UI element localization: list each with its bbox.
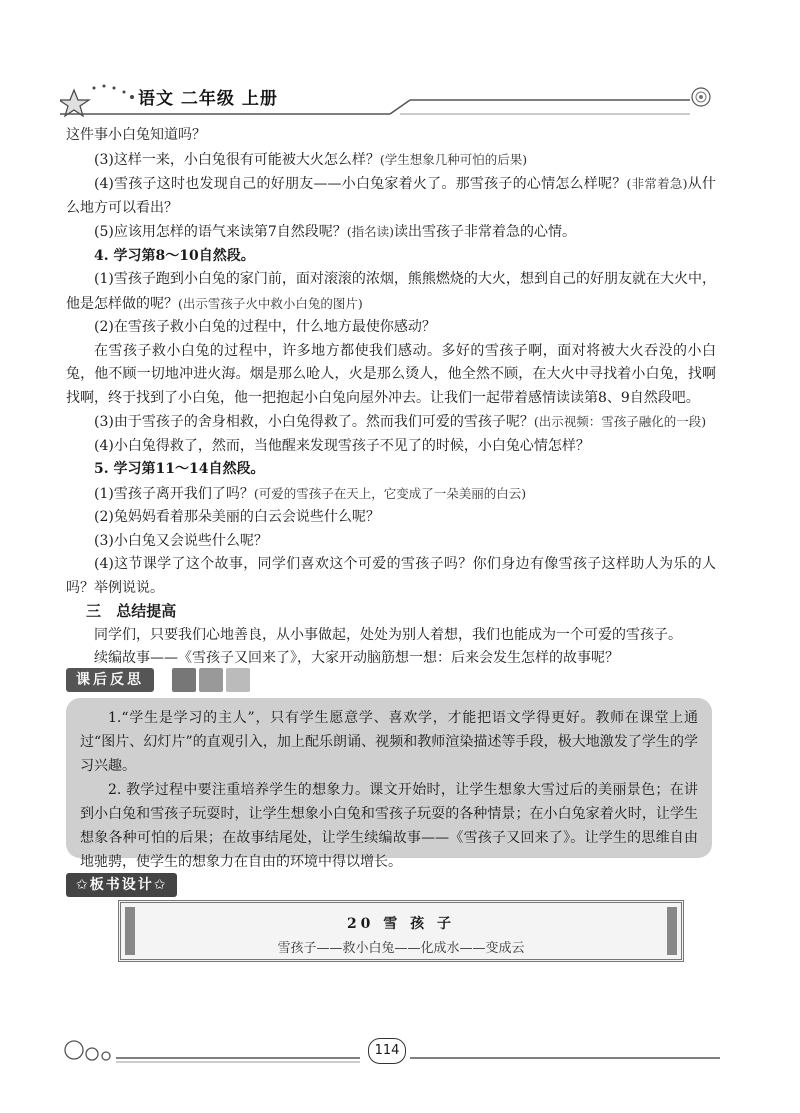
circle-icon bbox=[65, 1041, 83, 1059]
blackboard-frame bbox=[118, 900, 684, 962]
page-header bbox=[60, 80, 720, 120]
block bbox=[199, 668, 223, 692]
star-icon bbox=[60, 90, 89, 116]
text: 读出雪孩子非常着急的心情。 bbox=[394, 224, 577, 240]
page-footer bbox=[60, 1036, 720, 1066]
dot-icon bbox=[103, 85, 106, 88]
note: (出示视频：雪孩子融化的一段) bbox=[533, 414, 707, 429]
paragraph bbox=[66, 410, 716, 435]
reflection-box bbox=[66, 698, 712, 870]
header-title: 语文 二年级 上册 bbox=[138, 89, 278, 109]
block bbox=[172, 668, 196, 692]
paragraph: 同学们，只要我们心地善良，从小事做起，处处为别人着想，我们也能成为一个可爱的雪孩子。 bbox=[94, 626, 682, 643]
page-number: 114 bbox=[368, 1038, 406, 1064]
note: (可爱的雪孩子在天上，它变成了一朵美丽的白云) bbox=[253, 485, 527, 501]
reflection-tag: 课后反思 bbox=[66, 668, 154, 692]
dot-icon bbox=[113, 87, 116, 90]
paragraph: (3)小白兔又会说些什么呢？ bbox=[94, 532, 268, 549]
text: (3)由于雪孩子的舍身相救，小白兔得救了。然而我们可爱的雪孩子呢？ bbox=[94, 414, 534, 430]
text: (1)雪孩子离开我们了吗？ bbox=[94, 485, 254, 502]
paragraph: (4)这节课学了这个故事，同学们喜欢这个可爱的雪孩子吗？你们身边有像雪孩子这样助人为乐的人吗？举例说说。 bbox=[66, 556, 716, 596]
section-heading: 4. 学习第8～10自然段。 bbox=[94, 247, 255, 264]
text: (5)应该用怎样的语气来读第7自然段呢？ bbox=[94, 224, 347, 240]
board-line: 雪孩子——救小白兔——化成水——变成云 bbox=[277, 941, 525, 956]
board-title: 20 雪 孩 子 bbox=[346, 916, 456, 932]
paragraph: 续编故事——《雪孩子又回来了》，大家开动脑筋想一想：后来会发生怎样的故事呢？ bbox=[94, 650, 619, 666]
dot-icon bbox=[130, 95, 134, 99]
paragraph bbox=[66, 482, 716, 507]
paragraph bbox=[66, 268, 716, 316]
note: (出示雪孩子火中救小白兔的图片) bbox=[178, 295, 363, 311]
circle-icon bbox=[86, 1048, 98, 1060]
paragraph: 在雪孩子救小白兔的过程中，许多地方都使我们感动。多好的雪孩子啊，面对将被大火吞没的小白兔，他不顾一切地冲进火海。烟是那么呛人，火是那么烫人，他全然不顾，在大火中寻找着小白兔，找啊找啊，终于找到了小白兔，他一把抱起小白兔向屋外冲去。让我们一起带着感情读读第8、9自然段吧。 bbox=[66, 342, 716, 406]
text: 这件事小白兔知道吗？ bbox=[66, 127, 206, 143]
text: (3)这样一来，小白兔很有可能被大火怎么样？ bbox=[94, 151, 380, 168]
paragraph bbox=[66, 220, 716, 245]
paragraph: (4)小白兔得救了，然而，当他醒来发现雪孩子不见了的时候，小白兔心情怎样？ bbox=[94, 437, 590, 454]
note: (指名读) bbox=[346, 224, 395, 239]
block bbox=[226, 668, 250, 692]
tag-decoration bbox=[172, 668, 253, 696]
circle-icon bbox=[102, 1052, 110, 1060]
paragraph bbox=[66, 172, 716, 220]
reflection-paragraph: 2. 教学过程中要注重培养学生的想象力。课文开始时，让学生想象大雪过后的美丽景色；在讲到小白兔和雪孩子玩耍时，让学生想象小白兔和雪孩子玩耍的各种情景；在小白兔家着火时，让学生想象各种可怕的后果；在故事结尾处，让学生续编故事——《雪孩子又回来了》。让学生的思维自由地驰骋，使学生的想象力在自由的环境中得以增长。 bbox=[80, 782, 698, 870]
note: (非常着急) bbox=[626, 176, 688, 191]
text: 从什么地方可以看出？ bbox=[66, 176, 716, 216]
reflection-paragraph: 1.“学生是学习的主人”，只有学生愿意学、喜欢学，才能把语文学得更好。教师在课堂上通过“图片、幻灯片”的直观引入，加上配乐朗诵、视频和教师渲染描述等手段，极大地激发了学生的学习兴趣。 bbox=[80, 710, 698, 774]
paragraph bbox=[66, 148, 716, 173]
text: (4)雪孩子这时也发现自己的好朋友——小白兔家着火了。那雪孩子的心情怎么样呢？ bbox=[94, 176, 627, 192]
text: (1)雪孩子跑到小白兔的家门前，面对滚滚的浓烟，熊熊燃烧的大火，想到自己的好朋友就在大火中，他是怎样做的呢？ bbox=[66, 271, 716, 312]
dot-icon bbox=[123, 91, 126, 94]
board-design-tag: ✩板书设计✩ bbox=[66, 873, 177, 897]
paragraph: (2)在雪孩子救小白兔的过程中，什么地方最使你感动？ bbox=[94, 319, 436, 335]
paragraph bbox=[66, 124, 716, 148]
paragraph: (2)兔妈妈看着那朵美丽的白云会说些什么呢？ bbox=[94, 509, 380, 525]
section-heading: 5. 学习第11～14自然段。 bbox=[94, 461, 265, 477]
note: (学生想象几种可怕的后果) bbox=[379, 151, 528, 167]
dot-icon bbox=[93, 87, 96, 90]
section-title: 三 总结提高 bbox=[86, 602, 177, 620]
lesson-content bbox=[66, 124, 716, 671]
